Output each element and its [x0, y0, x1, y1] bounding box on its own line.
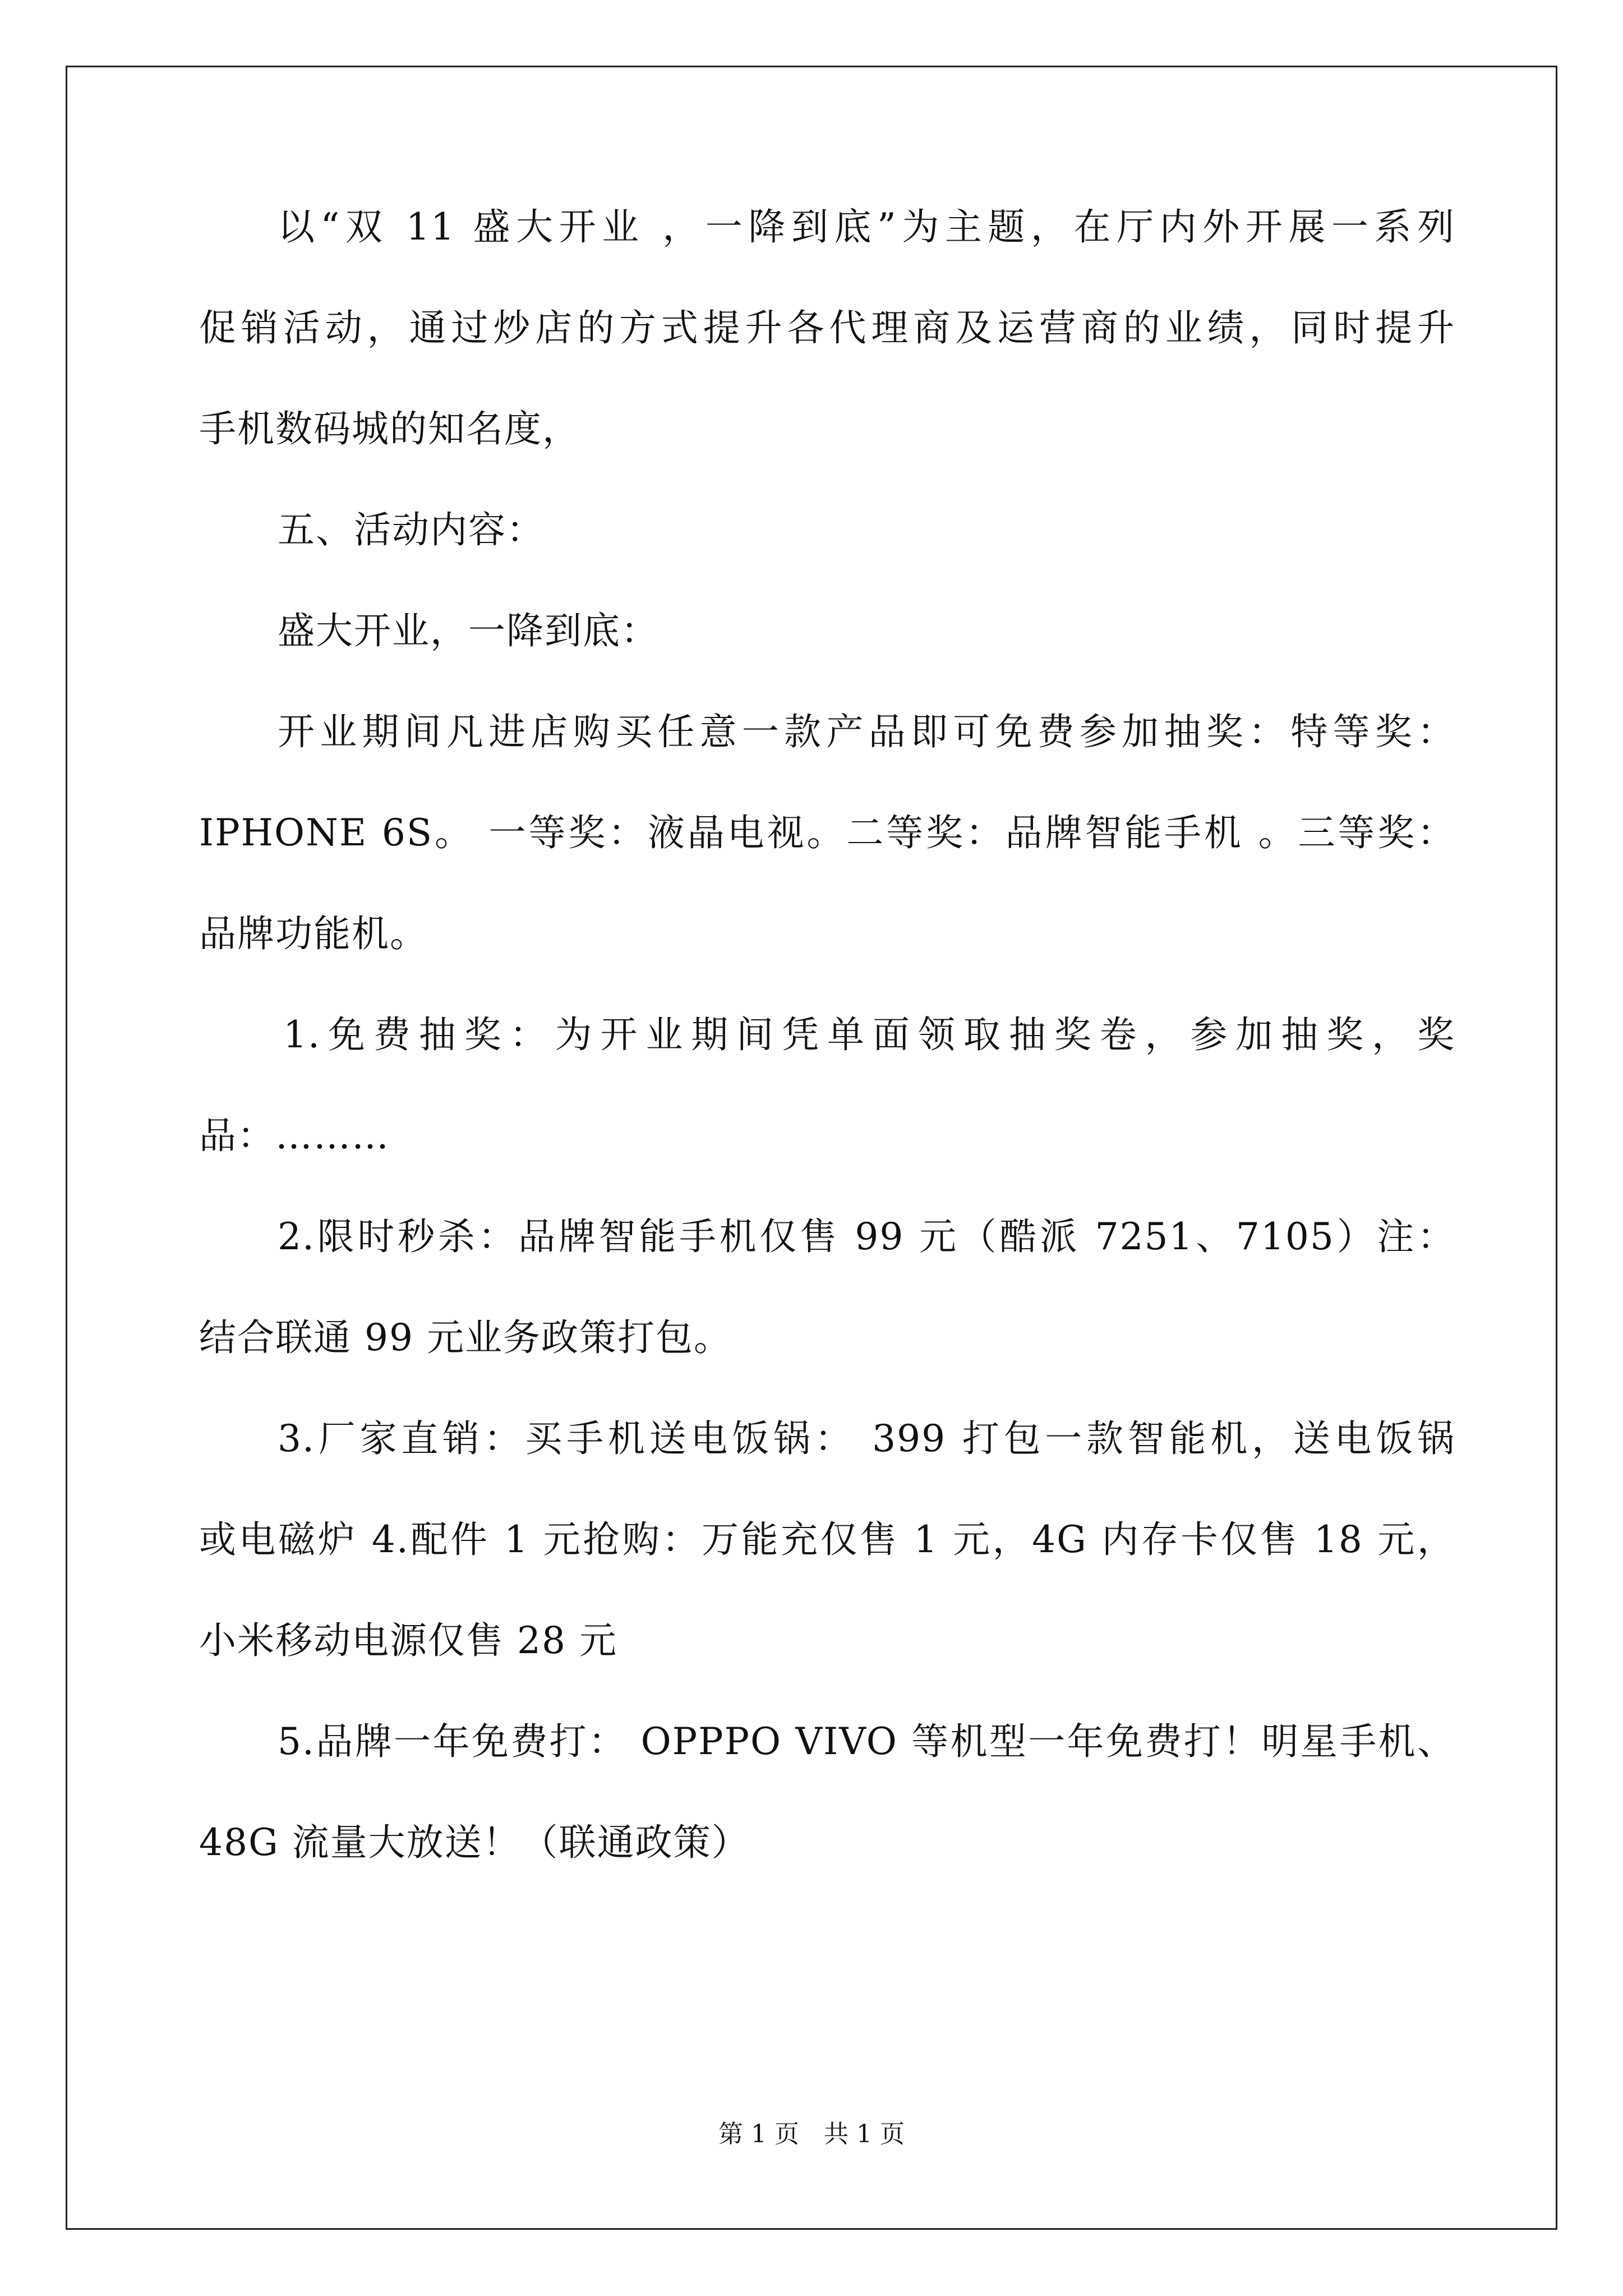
list-item-line: 48G 流量大放送！（联通政策） — [199, 1821, 750, 1864]
paragraph-line: 开业期间凡进店购买任意一款产品即可免费参加抽奖：特等奖： — [278, 710, 1455, 753]
section-heading: 五、活动内容： — [278, 508, 545, 551]
list-item-line: 或电磁炉 4.配件 1 元抢购：万能充仅售 1 元，4G 内存卡仅售 18 元， — [199, 1518, 1455, 1561]
subheading: 盛大开业，一降到底： — [278, 609, 659, 652]
list-item-line: 结合联通 99 元业务政策打包。 — [199, 1316, 732, 1359]
list-item-line: 品：……… — [199, 1114, 390, 1157]
paragraph-line: 以“双 11 盛大开业 ，一降到底”为主题，在厅内外开展一系列 — [278, 205, 1455, 249]
paragraph-line: IPHONE 6S。 一等奖：液晶电视。二等奖：品牌智能手机 。三等奖： — [199, 811, 1455, 854]
list-item-line: 5.品牌一年免费打： OPPPO VIVO 等机型一年免费打！明星手机、 — [278, 1720, 1455, 1763]
paragraph-line: 品牌功能机。 — [199, 912, 428, 955]
list-item-line: 2.限时秒杀：品牌智能手机仅售 99 元（酷派 7251、7105）注： — [278, 1215, 1455, 1258]
list-item-line: 小米移动电源仅售 28 元 — [199, 1619, 617, 1662]
page-number-footer: 第 1 页 共 1 页 — [718, 2120, 905, 2148]
list-item-line: 3.厂家直销：买手机送电饭锅： 399 打包一款智能机，送电饭锅 — [278, 1417, 1455, 1460]
paragraph-line: 促销活动，通过炒店的方式提升各代理商及运营商的业绩，同时提升 — [199, 306, 1455, 349]
paragraph-line: 手机数码城的知名度， — [199, 407, 580, 450]
list-item-line: 1.免费抽奖：为开业期间凭单面领取抽奖卷，参加抽奖，奖 — [283, 1013, 1455, 1056]
